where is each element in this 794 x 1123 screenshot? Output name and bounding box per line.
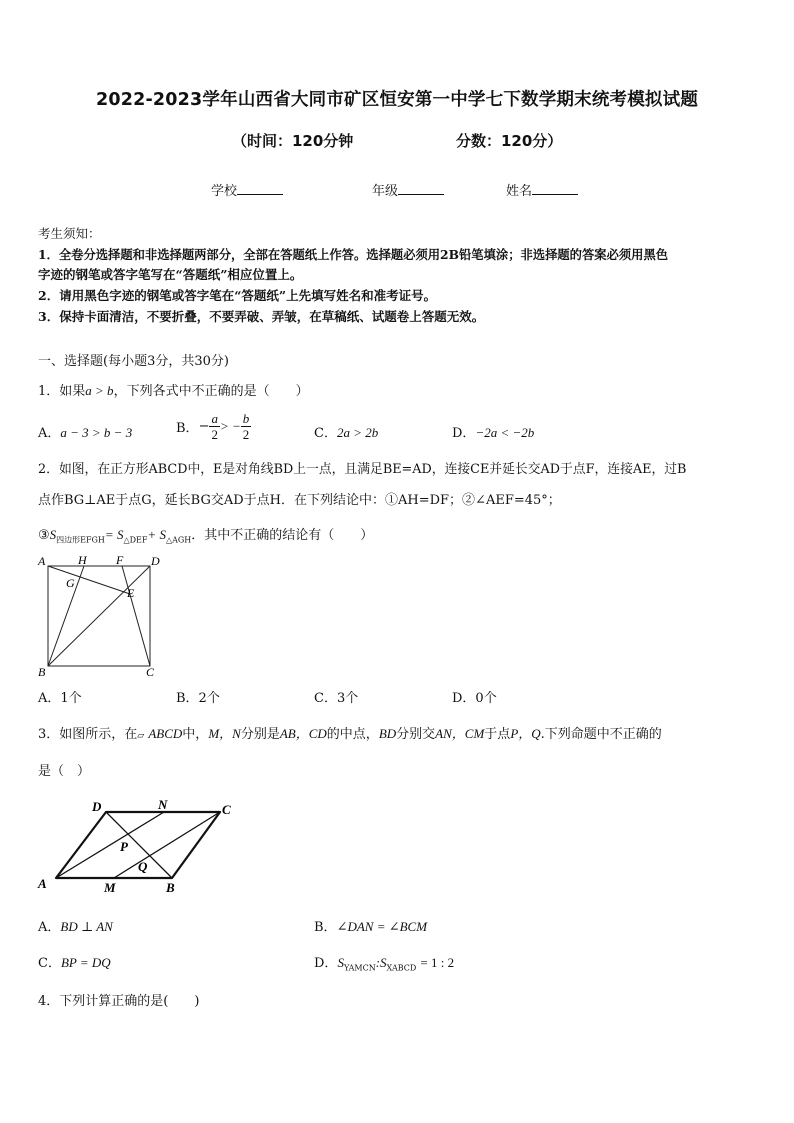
q1-c-math: 2a > 2b	[336, 425, 379, 440]
q3-d-colon: :	[375, 955, 381, 970]
q3-option-b[interactable]	[314, 916, 427, 935]
grade-blank	[398, 182, 444, 195]
label-h: H	[78, 553, 87, 567]
name-blank	[532, 182, 578, 195]
q3-pre: 3．如图所示，在	[38, 727, 138, 742]
q1-b-num-1: a	[211, 411, 218, 426]
q3-mid: 中，	[182, 727, 209, 742]
label-p: P	[120, 839, 128, 854]
q1-a-math: a − 3 > b − 3	[60, 425, 133, 440]
q1-a-label: A．	[38, 426, 61, 441]
q3-a-math: BD ⊥ AN	[60, 919, 113, 934]
q3-parallelogram-figure	[34, 796, 244, 896]
grade-field	[372, 180, 444, 199]
notes-item-1b: 字迹的钢笔或答字笔写在“答题纸”相应位置上。	[38, 267, 303, 282]
label-m: M	[104, 880, 116, 895]
label-b: B	[166, 880, 175, 895]
label-n: N	[158, 797, 168, 812]
q2-l3-sub2: △DEF	[123, 535, 148, 545]
question-3-line-2: 是（ ）	[38, 764, 91, 779]
q3-mn: M，N	[208, 726, 241, 741]
question-1-stem	[38, 380, 309, 399]
q2-l3-plus: + S	[147, 527, 166, 542]
parallelogram-icon: ▱	[137, 731, 145, 741]
school-field	[211, 180, 283, 199]
question-2-line-1: 2．如图，在正方形ABCD中，E是对角线BD上一点，且满足BE=AD，连接CE并延长交AD于点F，连接AE，过B	[38, 462, 687, 477]
page-title: 2022-2023学年山西省大同市矿区恒安第一中学七下数学期末统考模拟试题	[95, 90, 699, 110]
q3-option-d[interactable]	[314, 952, 454, 973]
label-q: Q	[138, 859, 148, 874]
q1-option-c[interactable]	[314, 422, 378, 441]
q1-stem-pre: 1．如果	[38, 384, 86, 399]
line-an	[56, 812, 164, 878]
label-e: E	[127, 586, 135, 600]
q2-option-a[interactable]: A．1个	[38, 691, 82, 706]
q3-c-math: BP = DQ	[60, 955, 111, 970]
q1-option-b[interactable]	[176, 411, 251, 442]
label-a: A	[38, 554, 46, 568]
question-2-line-3	[38, 524, 373, 546]
q3-an-cm: AN，CM	[435, 726, 485, 741]
q2-l3-pre: ③	[38, 528, 50, 543]
q2-l3-post: ．其中不正确的结论有（ ）	[191, 528, 374, 543]
q3-d-ratio: = 1 : 2	[420, 955, 455, 970]
label-b: B	[38, 665, 46, 679]
q3-bd: BD	[378, 726, 397, 741]
line-cm	[114, 812, 220, 878]
name-label: 姓名	[506, 184, 533, 199]
q3-b-math: ∠DAN = ∠BCM	[336, 919, 428, 934]
q2-l3-s1: S	[49, 527, 57, 542]
q1-b-num-2: b	[242, 411, 250, 426]
notes-item-1a: 1．全卷分选择题和非选择题两部分，全部在答题纸上作答。选择题必须用2B铅笔填涂；非选择题的答案必须用黑色	[38, 247, 669, 262]
q3-a-label: A．	[38, 920, 61, 935]
section-title: 一、选择题(每小题3分，共30分)	[38, 354, 229, 369]
notes-item-2: 2．请用黑色字迹的钢笔或答字笔在“答题纸”上先填写姓名和准考证号。	[38, 288, 437, 303]
q1-b-gt: > −	[219, 418, 241, 434]
notes-heading: 考生须知：	[38, 226, 101, 241]
grade-label: 年级	[372, 184, 399, 199]
q2-option-d[interactable]: D．0个	[452, 691, 497, 706]
q1-option-a[interactable]	[38, 422, 132, 441]
q3-d-s2: S	[380, 955, 387, 970]
q1-b-frac-1	[209, 411, 220, 442]
name-field	[506, 180, 578, 199]
label-a: A	[38, 876, 47, 891]
question-4-stem: 4．下列计算正确的是( )	[38, 994, 200, 1009]
q1-b-minus: −	[198, 419, 210, 434]
q1-d-label: D．	[452, 426, 476, 441]
q3-mid2: 分别是	[240, 727, 280, 742]
notes-item-3: 3．保持卡面清洁，不要折叠，不要弄破、弄皱，在草稿纸、试题卷上答题无效。	[38, 309, 485, 324]
q3-d-sub1: YAMCN	[343, 963, 376, 973]
question-3-line-1	[38, 723, 662, 742]
q2-square-figure	[36, 552, 166, 680]
line-cf	[122, 566, 150, 666]
label-d: D	[92, 799, 102, 814]
diagonal-bd	[48, 566, 150, 666]
q1-b-label: B．	[176, 421, 199, 436]
q3-mid4: 分别交	[396, 727, 436, 742]
line-ae	[48, 566, 130, 594]
school-label: 学校	[211, 184, 238, 199]
q2-option-c[interactable]: C．3个	[314, 691, 359, 706]
exam-score: 分数：120分）	[456, 132, 563, 150]
q1-option-d[interactable]	[452, 422, 534, 441]
q1-b-den-1: 2	[211, 427, 218, 442]
q1-stem-post: ，下列各式中不正确的是（ ）	[113, 384, 309, 399]
q3-mid5: 于点	[484, 727, 511, 742]
label-g: G	[66, 576, 75, 590]
q1-b-den-2: 2	[242, 427, 250, 442]
q3-b-label: B．	[314, 920, 337, 935]
q1-condition: a > b	[85, 383, 114, 398]
question-2-line-2: 点作BG⊥AE于点G，延长BG交AD于点H．在下列结论中：①AH=DF；②∠AEF=45°；	[38, 493, 561, 508]
q3-d-sub2: XABCD	[386, 963, 417, 973]
q3-option-c[interactable]	[38, 952, 111, 971]
q2-l3-eq: = S	[104, 527, 124, 542]
q3-ab-cd: AB，CD	[279, 726, 327, 741]
q3-option-a[interactable]	[38, 916, 113, 935]
q3-mid3: 的中点，	[326, 727, 379, 742]
q3-c-label: C．	[38, 956, 61, 971]
q3-post: .下列命题中不正确的	[540, 727, 662, 742]
q3-abcd: ABCD	[148, 726, 183, 741]
school-blank	[237, 182, 283, 195]
q3-d-label: D．	[314, 956, 338, 971]
q3-d-s1: S	[337, 955, 344, 970]
q2-option-b[interactable]: B．2个	[176, 691, 220, 706]
q3-pq: P，Q	[510, 726, 541, 741]
exam-time: （时间：120分钟	[232, 132, 354, 150]
q2-l3-sub1: 四边形EFGH	[56, 535, 105, 545]
q1-c-label: C．	[314, 426, 337, 441]
label-c: C	[146, 665, 155, 679]
q1-d-math: −2a < −2b	[475, 425, 535, 440]
label-f: F	[116, 553, 124, 567]
q1-b-frac-2	[241, 411, 252, 442]
label-d: D	[151, 554, 160, 568]
q2-l3-sub3: △AGH	[165, 535, 192, 545]
label-c: C	[222, 802, 231, 817]
